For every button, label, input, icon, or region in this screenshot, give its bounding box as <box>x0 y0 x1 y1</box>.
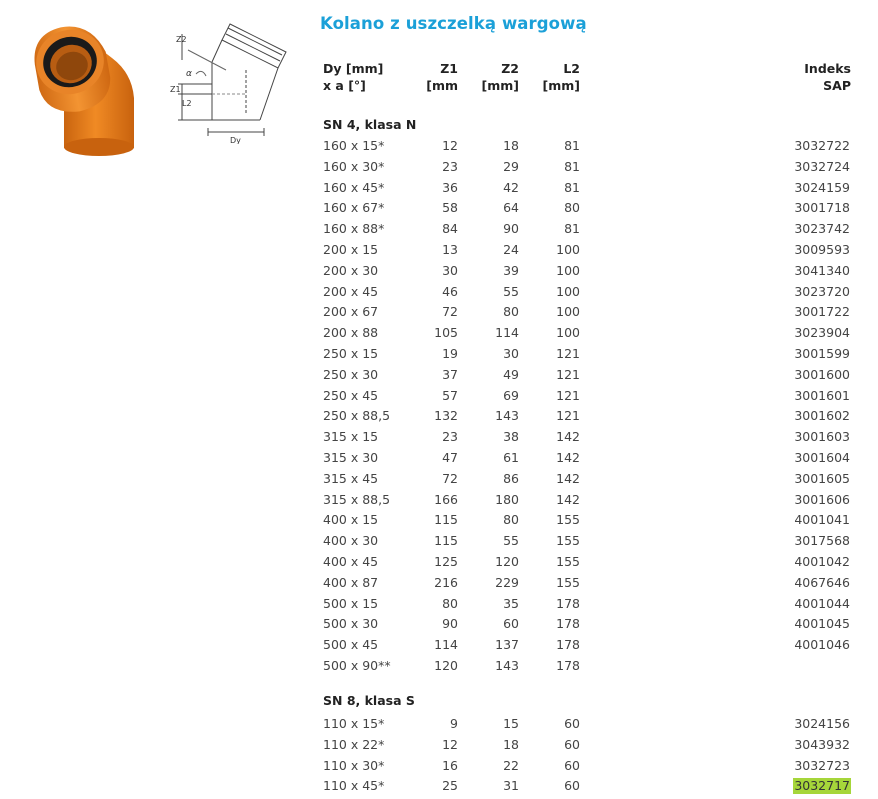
cell-sap-index: 3023904 <box>794 325 850 341</box>
header-z2: Z2 [mm] <box>481 61 519 93</box>
cell-l2: 121 <box>556 408 580 424</box>
table-row <box>0 346 878 367</box>
cell-l2: 81 <box>564 179 580 195</box>
header-l2: L2 [mm] <box>542 61 580 93</box>
cell-sap-index: 3001606 <box>794 491 850 507</box>
cell-sap-index: 4001042 <box>794 554 850 569</box>
cell-sap-index: 3017568 <box>794 533 850 549</box>
cell-dimension: 400 x 15 <box>323 512 379 528</box>
cell-sap-index: 3001601 <box>794 387 850 403</box>
cell-sap-index: 4067646 <box>794 574 850 590</box>
cell-l2: 60 <box>564 757 580 773</box>
cell-z2: 29 <box>503 158 519 174</box>
cell-dimension: 160 x 15* <box>323 138 385 153</box>
cell-z1: 125 <box>434 554 458 569</box>
cell-z2: 61 <box>503 450 519 465</box>
cell-z2: 143 <box>495 408 519 424</box>
cell-sap-index: 3032722 <box>794 138 850 153</box>
cell-sap-index: 4001044 <box>794 595 850 611</box>
cell-z2: 137 <box>495 637 519 653</box>
cell-z1: 23 <box>442 429 458 445</box>
cell-sap-index: 3001722 <box>794 304 850 320</box>
cell-dimension: 315 x 15 <box>323 429 379 445</box>
cell-l2: 80 <box>564 200 580 216</box>
table-row <box>0 429 878 450</box>
cell-sap-index: 3024159 <box>794 179 850 195</box>
cell-z1: 25 <box>442 778 458 794</box>
table-row <box>0 575 878 596</box>
cell-z2: 39 <box>503 262 519 278</box>
table-row <box>0 450 878 471</box>
table-row <box>0 637 878 658</box>
cell-z1: 23 <box>442 158 458 174</box>
cell-dimension: 250 x 30 <box>323 366 379 382</box>
cell-l2: 155 <box>556 512 580 528</box>
cell-l2: 100 <box>556 325 580 341</box>
cell-z1: 114 <box>434 637 458 653</box>
cell-dimension: 200 x 45 <box>323 283 379 299</box>
cell-z2: 35 <box>503 595 519 611</box>
cell-z2: 143 <box>495 658 519 673</box>
cell-z2: 18 <box>503 736 519 752</box>
cell-sap-index: 3043932 <box>794 736 850 752</box>
cell-dimension: 315 x 30 <box>323 450 379 465</box>
cell-z2: 22 <box>503 757 519 773</box>
cell-z1: 72 <box>442 470 458 486</box>
cell-l2: 155 <box>556 554 580 569</box>
cell-z2: 90 <box>503 221 519 237</box>
cell-z1: 120 <box>434 658 458 673</box>
cell-z1: 115 <box>434 533 458 549</box>
cell-z2: 42 <box>503 179 519 195</box>
section-heading: SN 8, klasa S <box>323 693 415 708</box>
table-row <box>0 616 878 637</box>
table-row <box>0 492 878 513</box>
cell-z1: 72 <box>442 304 458 320</box>
cell-z1: 216 <box>434 574 458 590</box>
table-row <box>0 221 878 242</box>
cell-z2: 86 <box>503 470 519 486</box>
table-row <box>0 159 878 180</box>
cell-z2: 31 <box>503 778 519 794</box>
cell-dimension: 250 x 88,5 <box>323 408 391 424</box>
cell-z1: 9 <box>450 716 458 731</box>
cell-z2: 120 <box>495 554 519 569</box>
table-row <box>0 512 878 533</box>
cell-dimension: 315 x 88,5 <box>323 491 391 507</box>
cell-z2: 229 <box>495 574 519 590</box>
cell-z1: 36 <box>442 179 458 195</box>
table-row <box>0 242 878 263</box>
cell-dimension: 160 x 88* <box>323 221 385 237</box>
table-row <box>0 596 878 617</box>
table-row <box>0 325 878 346</box>
cell-l2: 121 <box>556 366 580 382</box>
cell-z1: 84 <box>442 221 458 237</box>
cell-l2: 100 <box>556 304 580 320</box>
cell-sap-index: 4001046 <box>794 637 850 653</box>
cell-l2: 178 <box>556 595 580 611</box>
cell-sap-index: 3032717 <box>794 778 850 794</box>
cell-z1: 46 <box>442 283 458 299</box>
cell-l2: 178 <box>556 637 580 653</box>
cell-sap-index: 3009593 <box>794 242 850 257</box>
cell-l2: 100 <box>556 283 580 299</box>
cell-z1: 90 <box>442 616 458 632</box>
cell-l2: 121 <box>556 346 580 361</box>
section-heading: SN 4, klasa N <box>323 117 417 132</box>
table-row <box>0 778 878 799</box>
cell-l2: 81 <box>564 221 580 237</box>
cell-z2: 15 <box>503 716 519 731</box>
cell-z1: 12 <box>442 736 458 752</box>
cell-dimension: 250 x 45 <box>323 387 379 403</box>
cell-dimension: 160 x 30* <box>323 158 385 174</box>
elbow-dimension-diagram <box>168 14 296 144</box>
cell-sap-index: 3001605 <box>794 470 850 486</box>
table-row <box>0 200 878 221</box>
table-row <box>0 658 878 679</box>
table-row <box>0 554 878 575</box>
cell-sap-index: 3001600 <box>794 366 850 382</box>
cell-sap-index: 3032724 <box>794 158 850 174</box>
cell-sap-index: 3023720 <box>794 283 850 299</box>
cell-z2: 24 <box>503 242 519 257</box>
cell-z1: 30 <box>442 262 458 278</box>
cell-dimension: 500 x 45 <box>323 637 379 653</box>
cell-sap-index: 3001602 <box>794 408 850 424</box>
cell-l2: 178 <box>556 616 580 632</box>
table-row <box>0 180 878 201</box>
cell-sap-index: 3001604 <box>794 450 850 465</box>
table-row <box>0 533 878 554</box>
cell-l2: 81 <box>564 138 580 153</box>
table-row <box>0 758 878 779</box>
cell-z2: 55 <box>503 533 519 549</box>
header-z1: Z1 [mm <box>426 61 458 93</box>
cell-z1: 132 <box>434 408 458 424</box>
cell-l2: 142 <box>556 470 580 486</box>
cell-dimension: 200 x 88 <box>323 325 379 341</box>
table-row <box>0 367 878 388</box>
table-row <box>0 388 878 409</box>
cell-l2: 121 <box>556 387 580 403</box>
table-row <box>0 138 878 159</box>
cell-l2: 81 <box>564 158 580 174</box>
cell-z1: 58 <box>442 200 458 216</box>
cell-l2: 60 <box>564 716 580 731</box>
cell-dimension: 400 x 87 <box>323 574 379 590</box>
cell-sap-index: 3032723 <box>794 757 850 773</box>
cell-z2: 69 <box>503 387 519 403</box>
cell-z2: 30 <box>503 346 519 361</box>
cell-sap-index: 3024156 <box>794 716 850 731</box>
cell-z2: 38 <box>503 429 519 445</box>
cell-z2: 80 <box>503 304 519 320</box>
cell-dimension: 200 x 67 <box>323 304 379 320</box>
table-row <box>0 284 878 305</box>
cell-z2: 80 <box>503 512 519 528</box>
cell-z1: 166 <box>434 491 458 507</box>
cell-dimension: 250 x 15 <box>323 346 379 361</box>
cell-dimension: 500 x 30 <box>323 616 379 632</box>
cell-dimension: 200 x 15 <box>323 242 379 257</box>
diagram-label-l2: L2 <box>182 99 192 108</box>
cell-sap-index: 3001603 <box>794 429 850 445</box>
cell-z1: 13 <box>442 242 458 257</box>
cell-l2: 142 <box>556 429 580 445</box>
cell-sap-index: 4001041 <box>794 512 850 528</box>
cell-z1: 57 <box>442 387 458 403</box>
diagram-label-alpha: α <box>186 69 192 79</box>
cell-l2: 155 <box>556 533 580 549</box>
cell-dimension: 500 x 15 <box>323 595 379 611</box>
cell-sap-index: 3023742 <box>794 221 850 237</box>
cell-dimension: 110 x 22* <box>323 736 385 752</box>
cell-l2: 100 <box>556 242 580 257</box>
cell-sap-index: 4001045 <box>794 616 850 632</box>
cell-dimension: 200 x 30 <box>323 262 379 278</box>
diagram-label-dy: Dy <box>230 136 241 144</box>
cell-dimension: 110 x 30* <box>323 757 385 773</box>
cell-z2: 55 <box>503 283 519 299</box>
cell-dimension: 160 x 67* <box>323 200 385 216</box>
diagram-label-z2: Z2 <box>176 35 187 44</box>
cell-dimension: 500 x 90** <box>323 658 391 673</box>
cell-dimension: 400 x 30 <box>323 533 379 549</box>
cell-z2: 114 <box>495 325 519 341</box>
cell-z2: 180 <box>495 491 519 507</box>
cell-l2: 60 <box>564 736 580 752</box>
cell-z1: 47 <box>442 450 458 465</box>
table-row <box>0 716 878 737</box>
cell-l2: 60 <box>564 778 580 794</box>
cell-sap-index: 3041340 <box>794 262 850 278</box>
cell-z1: 80 <box>442 595 458 611</box>
cell-sap-index: 3001718 <box>794 200 850 216</box>
cell-l2: 178 <box>556 658 580 673</box>
cell-z1: 16 <box>442 757 458 773</box>
cell-dimension: 315 x 45 <box>323 470 379 486</box>
cell-l2: 155 <box>556 574 580 590</box>
cell-dimension: 110 x 15* <box>323 716 385 731</box>
cell-z1: 12 <box>442 138 458 153</box>
page-title: Kolano z uszczelką wargową <box>320 14 587 33</box>
header-sap: Indeks SAP <box>804 61 851 93</box>
cell-dimension: 160 x 45* <box>323 179 385 195</box>
cell-z1: 105 <box>434 325 458 341</box>
cell-l2: 100 <box>556 262 580 278</box>
cell-sap-index: 3001599 <box>794 346 850 361</box>
cell-z1: 115 <box>434 512 458 528</box>
table-row <box>0 471 878 492</box>
cell-z2: 49 <box>503 366 519 382</box>
cell-dimension: 400 x 45 <box>323 554 379 569</box>
cell-z2: 64 <box>503 200 519 216</box>
cell-l2: 142 <box>556 491 580 507</box>
table-row <box>0 737 878 758</box>
table-row <box>0 304 878 325</box>
cell-dimension: 110 x 45* <box>323 778 385 794</box>
cell-l2: 142 <box>556 450 580 465</box>
diagram-label-z1: Z1 <box>170 85 181 94</box>
table-row <box>0 263 878 284</box>
cell-z1: 19 <box>442 346 458 361</box>
header-dimension: Dy [mm] x a [°] <box>323 61 384 93</box>
cell-z2: 60 <box>503 616 519 632</box>
cell-z2: 18 <box>503 138 519 153</box>
cell-z1: 37 <box>442 366 458 382</box>
table-row <box>0 408 878 429</box>
